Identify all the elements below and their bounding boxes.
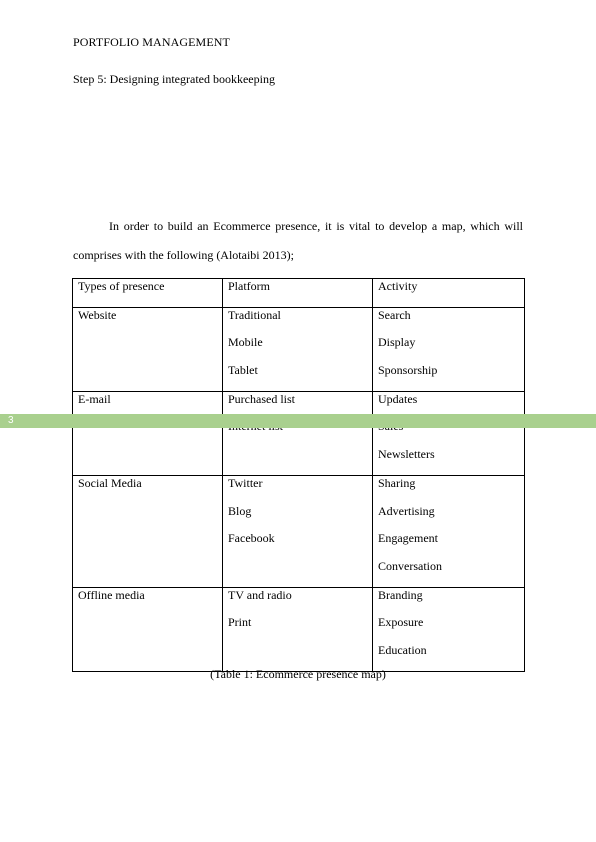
body-paragraph: In order to build an Ecommerce presence, it is vital to develop a map, which will comprises with the following (Alotaibi 2013); [73,219,523,262]
activity-cell: Search Display Sponsorship [373,307,525,391]
running-header: PORTFOLIO MANAGEMENT [73,35,230,49]
table-caption: (Table 1: Ecommerce presence map) [210,667,386,681]
activity-cell: Sharing Advertising Engagement Conversation [373,475,525,587]
table-row [73,307,525,391]
presence-type-cell: Website [73,307,223,391]
presence-type-cell: E-mail [73,391,223,475]
page-number: 3 [8,415,14,426]
presence-type-cell: Social Media [73,475,223,587]
presence-map-table [72,278,525,672]
platform-cell: Twitter Blog Facebook [223,475,373,587]
table-row [73,587,525,671]
platform-cell: Purchased list [223,391,373,475]
column-header: Types of presence [73,279,223,308]
table-row [73,475,525,587]
table-header-row [73,279,525,308]
table-row [73,391,525,475]
section-heading: Step 5: Designing integrated bookkeeping [73,72,275,86]
activity-cell: Updates Newsletters [373,391,525,475]
presence-type-cell: Offline media [73,587,223,671]
page-number-band [0,414,596,428]
column-header: Activity [373,279,525,308]
activity-cell: Branding Exposure Education [373,587,525,671]
platform-cell: TV and radio Print [223,587,373,671]
platform-cell: Traditional Mobile Tablet [223,307,373,391]
column-header: Platform [223,279,373,308]
